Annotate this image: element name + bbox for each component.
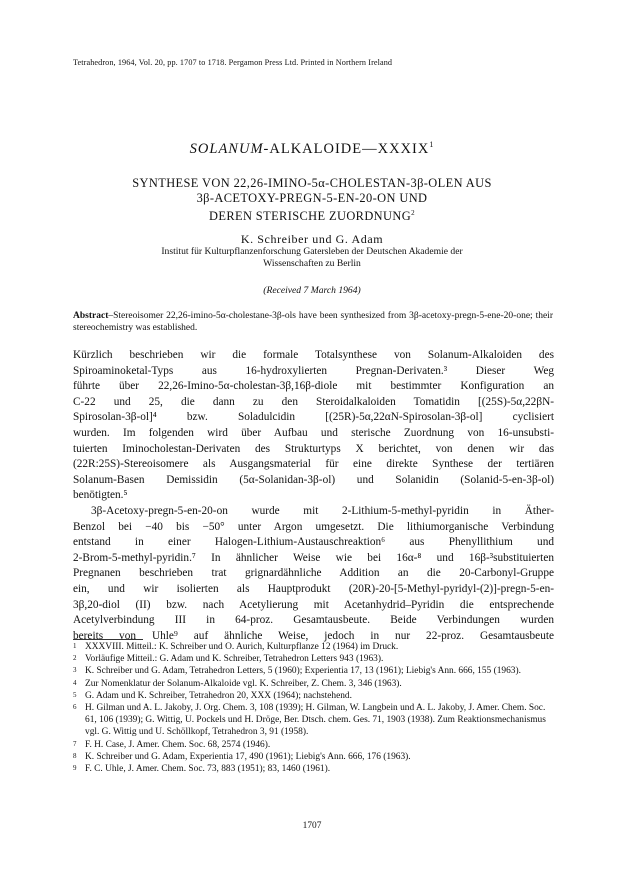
institute	[0, 246, 624, 270]
footnote	[73, 739, 554, 751]
footnote-text: XXXVIII. Mitteil.: K. Schreiber und O. Aurich, Kulturpflanze 12 (1964) im Druck.	[85, 642, 399, 652]
body-line: Pregnanen beschrieben trat grignardähnliche Addition an die 20-Carbonyl-Gruppe	[73, 567, 554, 580]
body-line: bereits von Uhle⁹ auf ähnliche Weise, jedoch in nur 22-proz. Gesamtausbeute	[73, 629, 554, 642]
footnote-text: Vorläufige Mitteil.: G. Adam und K. Schreiber, Tetrahedron Letters 943 (1963).	[85, 654, 384, 665]
body-line: 3β,20-diol (II) bzw. nach Acetylierung mit Acetanhydrid–Pyridin die entsprechende	[73, 598, 554, 611]
abstract	[73, 310, 553, 335]
footnote-mark: 2	[73, 654, 77, 663]
footnote-text: K. Schreiber und G. Adam, Tetrahedron Letters, 5 (1960); Experientia 17, 13 (1961); Liebig's Ann. 666, 155 (1963).	[85, 666, 521, 677]
footnote	[73, 653, 554, 665]
footnote-mark: 4	[73, 678, 77, 687]
footnote-text: K. Schreiber und G. Adam, Experientia 17, 490 (1961); Liebig's Ann. 666, 176 (1963).	[85, 751, 411, 762]
body-line: wurden. Im folgenden wird über Aufbau und sterische Zuordnung von 16-unsubsti-	[73, 426, 554, 439]
footnote	[73, 665, 554, 677]
body-line: Solanum-Basen Demissidin (5α-Solanidan-3β-ol) und Solanidin (Solanid-5-en-3β-ol)	[73, 473, 554, 486]
journal-header: Tetrahedron, 1964, Vol. 20, pp. 1707 to 1718. Pergamon Press Ltd. Printed in Northern Ireland	[73, 58, 393, 67]
title-line-3-text: DEREN STERISCHE ZUORDNUNG	[209, 209, 412, 224]
abstract-text: –Stereoisomer 22,26-imino-5α-cholestane-3β-ols have been synthesized from 3β-acetoxy-pregn-5-ene-20-one; their stereochemistry was established.	[73, 311, 553, 334]
page-number: 1707	[302, 821, 322, 831]
footnote-mark: 7	[73, 739, 77, 748]
footnote-mark: 3	[73, 666, 77, 675]
body-line: entstand in einer Halogen-Lithium-Austauschreaktion⁶ aus Phenyllithium und	[73, 536, 554, 549]
institute-line-2: Wissenschaften zu Berlin	[263, 258, 361, 269]
footnote-divider	[73, 639, 143, 640]
body-line: tuierten Iminocholestan-Derivaten des Strukturtyps X berichtet, von denen wir das	[73, 442, 554, 455]
body-line: ein, und wir isolierten als Hauptprodukt (20R)-20-[5-Methyl-pyridyl-(2)]-pregn-5-en-	[73, 582, 554, 595]
institute-line-1: Institut für Kulturpflanzenforschung Gatersleben der Deutschen Akademie der	[161, 246, 463, 257]
title-line-3	[0, 206, 624, 224]
title-line-1: SYNTHESE VON 22,26-IMINO-5α-CHOLESTAN-3β-OLEN AUS	[132, 176, 492, 190]
footnote-text: F. C. Uhle, J. Amer. Chem. Soc. 73, 883 (1951); 83, 1460 (1961).	[85, 764, 331, 775]
footnote-text: Zur Nomenklatur der Solanum-Alkaloide vgl. K. Schreiber, Z. Chem. 3, 346 (1963).	[85, 678, 402, 689]
body-line: (22R:25S)-Stereoisomere als Ausgangsmaterial für eine direkte Synthese der tertiären	[73, 458, 554, 471]
footnotes	[73, 641, 554, 775]
body-text	[73, 348, 554, 644]
footnote	[73, 641, 554, 653]
body-line: Spirosolan-3β-ol]⁴ bzw. Soladulcidin [(25R)-5α,22αN-Spirosolan-3β-ol] cyclisiert	[73, 411, 554, 424]
series-title-italic: SOLANUM	[189, 140, 264, 157]
footnote-mark: 9	[73, 764, 77, 773]
footnote-mark: 6	[73, 703, 77, 712]
footnote-text: G. Adam und K. Schreiber, Tetrahedron 20, XXX (1964); nachstehend.	[85, 690, 352, 701]
series-title-tail: -ALKALOIDE—XXXIX	[263, 140, 430, 157]
footnote	[73, 690, 554, 702]
footnote	[73, 751, 554, 763]
body-line: 2-Brom-5-methyl-pyridin.⁷ In ähnlicher Weise wie bei 16α-⁸ und 16β-³substituierten	[73, 551, 554, 564]
series-title	[0, 140, 624, 158]
body-line: C-22 und 25, die dann zu den Steroidalkaloiden Tomatidin [(25S)-5α,22βN-	[73, 395, 554, 408]
body-line: Acetylverbindung III in 64-proz. Gesamtausbeute. Beide Verbindungen wurden	[73, 614, 554, 627]
body-line: benötigten.⁵	[73, 489, 128, 502]
body-line: führte über 22,26-Imino-5α-cholestan-3β,16β-diole mit bestimmter Konfiguration an	[73, 380, 554, 393]
footnote	[73, 678, 554, 690]
series-title-footnote-mark: 1	[429, 140, 435, 149]
footnote	[73, 702, 554, 739]
body-line: Spiroaminoketal-Typs aus 16-hydroxylierten Pregnan-Derivaten.³ Dieser Weg	[73, 364, 554, 377]
body-line: Benzol bei −40 bis −50° unter Argon umgesetzt. Die lithiumorganische Verbindung	[73, 520, 554, 533]
footnote-text: H. Gilman und A. L. Jakoby, J. Org. Chem. 3, 108 (1939); H. Gilman, W. Langbein und A. L. Jakoby, J. Amer. Chem. Soc. 61, 106 (1939); G. Wittig, U. Pockels und H. Dröge, Ber. Dtsch. chem. Ges. 71, 1903 (1938). Zum Reaktionsmechanismus vgl. G. Wittig und U. Schöllkopf, Tetrahedron 3, 91 (1958).	[85, 703, 546, 738]
received-date: (Received 7 March 1964)	[263, 285, 361, 296]
authors: K. Schreiber und G. Adam	[240, 232, 384, 246]
footnote-mark: 5	[73, 690, 77, 699]
abstract-label: Abstract	[73, 311, 109, 321]
title-line-2: 3β-ACETOXY-PREGN-5-EN-20-ON UND	[196, 191, 428, 205]
footnote-text: F. H. Case, J. Amer. Chem. Soc. 68, 2574 (1946).	[85, 739, 271, 750]
footnote-mark: 8	[73, 751, 77, 760]
title-footnote-mark: 2	[411, 209, 415, 217]
footnote	[73, 763, 554, 775]
body-line: 3β-Acetoxy-pregn-5-en-20-on wurde mit 2-Lithium-5-methyl-pyridin in Äther-	[91, 504, 554, 517]
footnote-mark: 1	[73, 642, 77, 650]
body-line: Kürzlich beschrieben wir die formale Totalsynthese von Solanum-Alkaloiden des	[73, 349, 554, 361]
